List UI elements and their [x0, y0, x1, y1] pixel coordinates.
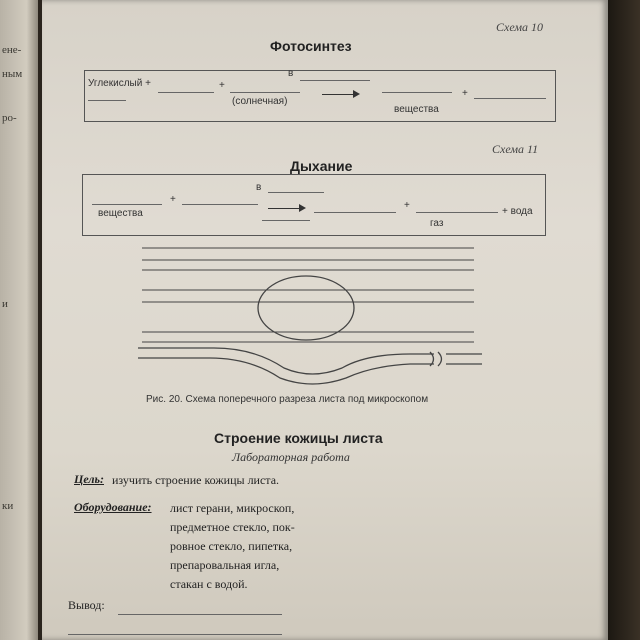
- equipment-line: препаровальная игла,: [170, 558, 280, 572]
- answer-blank[interactable]: [182, 204, 258, 205]
- goal-label: Цель:: [74, 472, 104, 486]
- conclusion-answer-line[interactable]: [118, 614, 282, 615]
- answer-blank[interactable]: [262, 220, 310, 221]
- plus-sign: +: [404, 200, 410, 211]
- left-page-fragment: и: [2, 298, 8, 310]
- conclusion-answer-line[interactable]: [68, 634, 282, 635]
- equipment-line: ровное стекло, пипетка,: [170, 539, 293, 553]
- photosynthesis-scheme-box: [84, 70, 556, 122]
- answer-blank[interactable]: [268, 192, 324, 193]
- answer-blank[interactable]: [416, 212, 498, 213]
- text-solar: (солнечная): [232, 96, 288, 107]
- plus-sign: +: [219, 80, 225, 91]
- left-page-edge: [0, 0, 38, 640]
- workbook-page: [42, 0, 608, 640]
- answer-blank[interactable]: [88, 100, 126, 101]
- lower-epidermis-line: [138, 348, 434, 374]
- answer-blank[interactable]: [314, 212, 396, 213]
- equipment-line: предметное стекло, пок-: [170, 520, 295, 534]
- figure-caption: Рис. 20. Схема поперечного разреза листа под микроскопом: [146, 394, 429, 405]
- leaf-vein-cell: [258, 276, 354, 340]
- scheme-10-number: Схема 10: [496, 20, 544, 34]
- arrow-icon: [322, 94, 358, 95]
- conclusion-label: Вывод:: [68, 598, 105, 612]
- left-page-fragment: ки: [2, 500, 14, 512]
- leaf-cross-section-diagram: [134, 240, 494, 390]
- left-page-fragment: ене-: [2, 44, 22, 56]
- plus-sign: +: [170, 194, 176, 205]
- answer-blank[interactable]: [382, 92, 452, 93]
- respiration-title: Дыхание: [290, 158, 353, 174]
- equipment-line: стакан с водой.: [170, 577, 248, 591]
- left-page-fragment: ным: [2, 68, 23, 80]
- text-v: в: [288, 68, 294, 79]
- goal-text: изучить строение кожицы листа.: [112, 473, 280, 487]
- text-water: + вода: [502, 206, 533, 217]
- respiration-scheme-box: [82, 174, 546, 236]
- arrow-icon: [268, 208, 304, 209]
- lab-title: Строение кожицы листа: [214, 430, 383, 446]
- text-carbon-dioxide: Углекислый +: [88, 78, 151, 89]
- lab-subtitle: Лабораторная работа: [232, 450, 350, 464]
- text-substances: вещества: [98, 208, 143, 219]
- left-page-fragment: ро-: [2, 112, 17, 124]
- scheme-11-number: Схема 11: [492, 142, 539, 156]
- answer-blank[interactable]: [474, 98, 546, 99]
- photosynthesis-title: Фотосинтез: [270, 38, 352, 54]
- book-cover-edge: [608, 0, 640, 640]
- text-v: в: [256, 182, 262, 193]
- lower-epidermis-line: [138, 358, 434, 384]
- answer-blank[interactable]: [158, 92, 214, 93]
- answer-blank[interactable]: [230, 92, 300, 93]
- equipment-label: Оборудование:: [74, 500, 152, 514]
- text-substances: вещества: [394, 104, 439, 115]
- text-gas: газ: [430, 218, 444, 229]
- answer-blank[interactable]: [92, 204, 162, 205]
- plus-sign: +: [462, 88, 468, 99]
- equipment-line: лист герани, микроскоп,: [170, 501, 295, 515]
- answer-blank[interactable]: [300, 80, 370, 81]
